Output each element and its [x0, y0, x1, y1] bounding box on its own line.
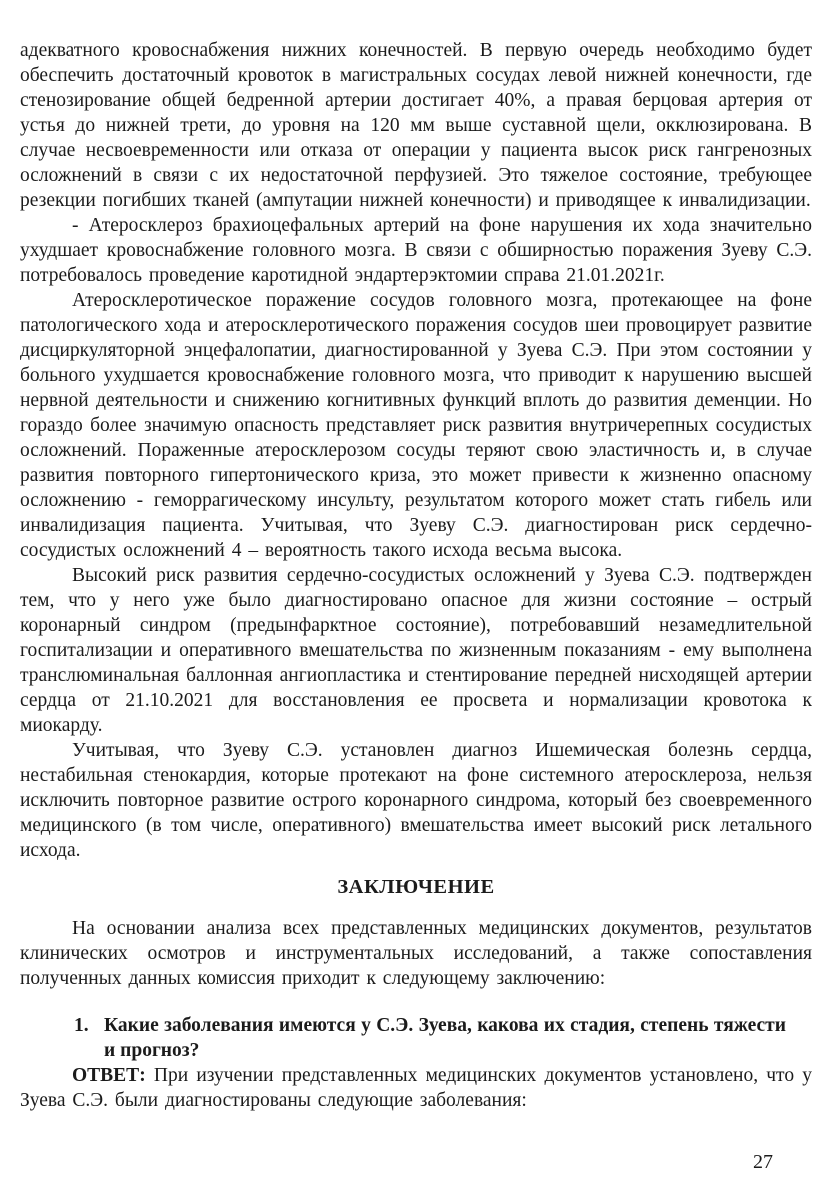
page-number: 27: [753, 1151, 773, 1173]
body-paragraph: Учитывая, что Зуеву С.Э. установлен диагноз Ишемическая болезнь сердца, нестабильная стенокардия, которые протекают на фоне системного атеросклероза, нельзя исключить повторное развитие острого коронарного синдрома, который без своевременного медицинского (в том числе, оперативного) вмешательства имеет высокий риск летального исхода.: [20, 740, 812, 861]
body-paragraph: Атеросклеротическое поражение сосудов головного мозга, протекающее на фоне патологического хода и атеросклеротического поражения сосудов шеи провоцирует развитие дисциркуляторной энцефалопатии, диагностированной у Зуева С.Э. При этом состоянии у больного ухудшается кровоснабжение головного мозга, что приводит к нарушению высшей нервной деятельности и снижению когнитивных функций вплоть до развития деменции. Но гораздо более значимую опасность представляет риск развития внутричерепных сосудистых осложнений. Пораженные атеросклерозом сосуды теряют свою эластичность и, в случае развития повторного гипертонического криза, это может привести к жизненно опасному осложнению - геморрагическому инсульту, результатом которого может стать гибель или инвалидизация пациента. Учитывая, что Зуеву С.Э. диагностирован риск сердечно-сосудистых осложнений 4 – вероятность такого исхода весьма высока.: [20, 290, 812, 561]
body-paragraph: - Атеросклероз брахиоцефальных артерий на фоне нарушения их хода значительно ухудшает кровоснабжение головного мозга. В связи с обширностью поражения Зуеву С.Э. потребовалось проведение каротидной эндартерэктомии справа 21.01.2021г.: [20, 215, 812, 286]
conclusion-intro-paragraph: На основании анализа всех представленных медицинских документов, результатов клинических осмотров и инструментальных исследований, а также сопоставления полученных данных комиссия приходит к следующему заключению:: [20, 918, 812, 989]
answer-label: ОТВЕТ:: [72, 1065, 146, 1086]
conclusion-heading: ЗАКЛЮЧЕНИЕ: [337, 876, 495, 898]
answer-text: При изучении представленных медицинских документов установлено, что у Зуева С.Э. были диагностированы следующие заболевания:: [20, 1065, 812, 1111]
body-paragraph: Высокий риск развития сердечно-сосудистых осложнений у Зуева С.Э. подтвержден тем, что у него уже было диагностировано опасное для жизни состояние – острый коронарный синдром (предынфарктное состояние), потребовавший незамедлительной госпитализации и оперативного вмешательства по жизненным показаниям - ему выполнена транслюминальная баллонная ангиопластика и стентирование передней нисходящей артерии сердца от 21.10.2021 для восстановления ее просвета и нормализации кровотока к миокарду.: [20, 565, 812, 736]
body-paragraph: адекватного кровоснабжения нижних конечностей. В первую очередь необходимо будет обеспечить достаточный кровоток в магистральных сосудах левой нижней конечности, где стенозирование общей бедренной артерии достигает 40%, а правая берцовая артерия от устья до нижней трети, до уровня на 120 мм выше суставной щели, окклюзирована. В случае несвоевременности или отказа от операции у пациента высок риск гангренозных осложнений в связи с их недостаточной перфузией. Это тяжелое состояние, требующее резекции погибших тканей (ампутации нижней конечности) и приводящее к инвалидизации.: [20, 40, 812, 211]
question-number: 1.: [74, 1015, 89, 1036]
answer-paragraph: [20, 1063, 812, 1113]
question-item: [20, 1013, 812, 1063]
question-text: Какие заболевания имеются у С.Э. Зуева, какова их стадия, степень тяжести и прогноз?: [104, 1015, 786, 1061]
